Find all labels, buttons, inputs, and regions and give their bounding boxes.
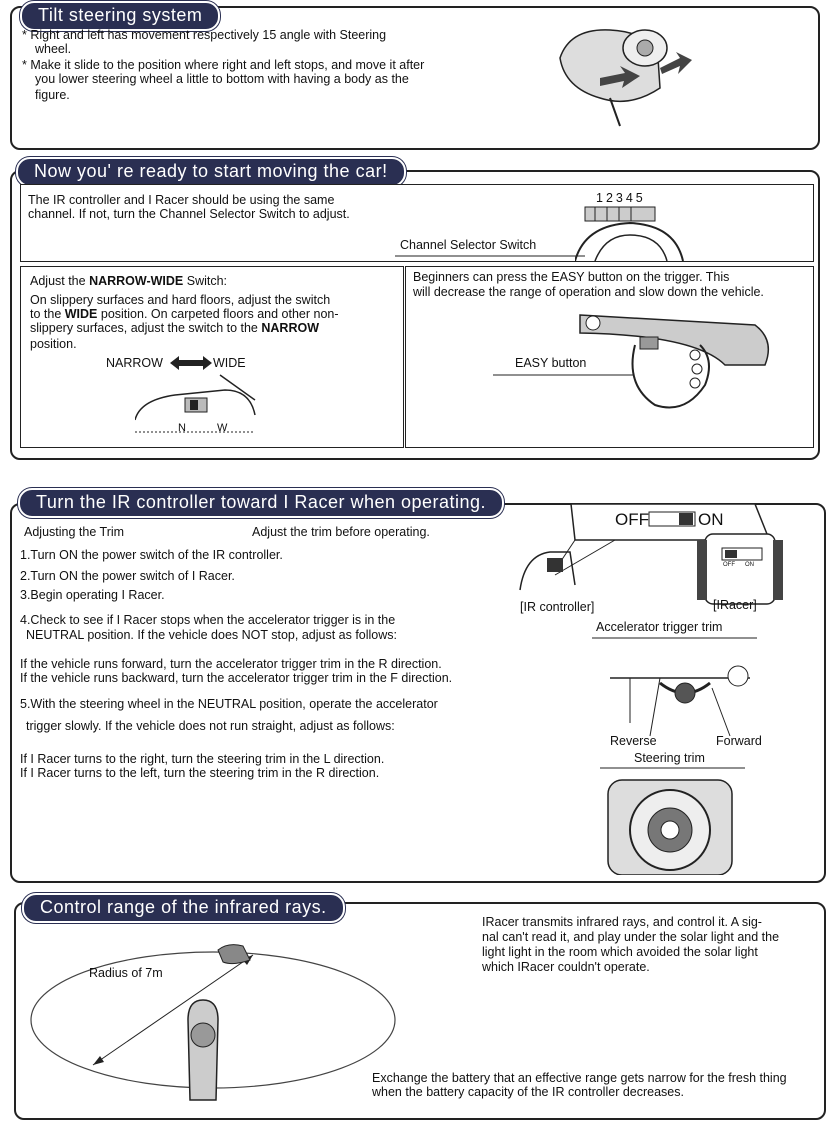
trim-backward: If the vehicle runs backward, turn the accelerator trigger trim in the F direction. — [20, 671, 453, 685]
channel-switch-illustration — [575, 205, 685, 261]
power-switch-callout — [515, 500, 815, 612]
easy-button-label: EASY button — [515, 356, 587, 370]
mini-off-label: OFF — [723, 562, 735, 568]
channel-selector-label: Channel Selector Switch — [400, 238, 537, 252]
narrow-wide-switch-illustration — [135, 370, 260, 442]
trim-note: Adjust the trim before operating. — [252, 525, 430, 539]
narrow-label: NARROW — [106, 356, 163, 370]
wide-label: WIDE — [213, 356, 246, 370]
trim-title: Adjusting the Trim — [24, 525, 125, 539]
narrow-wide-text-2: to the WIDE position. On carpeted floors and other non- — [30, 307, 339, 321]
trim-forward: If the vehicle runs forward, turn the accelerator trigger trim in the R direction. — [20, 657, 442, 671]
channel-numbers: 12345 — [596, 191, 646, 205]
steering-trim-illustration — [600, 770, 740, 875]
narrow-wide-text-1: On slippery surfaces and hard floors, adjust the switch — [30, 293, 331, 307]
accelerator-trim-label: Accelerator trigger trim — [596, 620, 723, 634]
channel-label-line — [395, 254, 595, 258]
trim-step-3: 3.Begin operating I Racer. — [20, 588, 165, 602]
tilt-bullet-2: * Make it slide to the position where right and left stops, and move it after — [22, 58, 425, 72]
battery-text-1: Exchange the battery that an effective range gets narrow for the fresh thing — [372, 1071, 787, 1085]
easy-text-2: will decrease the range of operation and slow down the vehicle. — [413, 285, 764, 299]
channel-text-1: The IR controller and I Racer should be using the same — [28, 193, 335, 207]
radius-label: Radius of 7m — [89, 966, 163, 980]
easy-label-line — [493, 373, 643, 377]
narrow-wide-title: Adjust the NARROW-WIDE Switch: — [30, 274, 228, 288]
range-text-2: nal can't read it, and play under the solar light and the — [482, 930, 780, 944]
tilt-bullet-2b: you lower steering wheel a little to bottom with having a body as the — [35, 72, 409, 86]
section-title-trim: Turn the IR controller toward I Racer when operating. — [18, 488, 504, 518]
trim-step-5a: 5.With the steering wheel in the NEUTRAL position, operate the accelerator — [20, 697, 438, 711]
reverse-label: Reverse — [610, 734, 657, 748]
section-title-ready: Now you' re ready to start moving the car! — [16, 157, 406, 187]
tilt-steering-illustration — [540, 18, 700, 128]
tilt-bullet-2c: figure. — [35, 88, 70, 102]
range-text-4: which IRacer couldn't operate. — [482, 960, 650, 974]
accelerator-trim-illustration — [600, 638, 760, 738]
section-title-tilt: Tilt steering system — [20, 1, 220, 31]
steering-trim-label: Steering trim — [634, 751, 705, 765]
trim-step-5b: trigger slowly. If the vehicle does not run straight, adjust as follows: — [26, 719, 395, 733]
tilt-bullet-1b: wheel. — [35, 42, 72, 56]
channel-text-2: channel. If not, turn the Channel Selector Switch to adjust. — [28, 207, 350, 221]
on-label: ON — [698, 510, 724, 529]
range-text-3: light light in the room which avoided the solar light — [482, 945, 758, 959]
battery-text-2: when the battery capacity of the IR controller decreases. — [372, 1085, 684, 1099]
trim-step-1: 1.Turn ON the power switch of the IR controller. — [20, 548, 283, 562]
iracer-label: [IRacer] — [713, 598, 757, 612]
trim-right: If I Racer turns to the right, turn the steering trim in the L direction. — [20, 752, 385, 766]
forward-label: Forward — [716, 734, 762, 748]
narrow-wide-text-3: slippery surfaces, adjust the switch to the NARROW — [30, 321, 320, 335]
narrow-wide-text-4: position. — [30, 337, 77, 351]
w-letter: W — [217, 422, 228, 434]
trigger-illustration — [575, 305, 775, 435]
double-arrow-icon — [170, 356, 212, 370]
trim-step-2: 2.Turn ON the power switch of I Racer. — [20, 569, 235, 583]
trim-step-4b: NEUTRAL position. If the vehicle does NOT stop, adjust as follows: — [26, 628, 398, 642]
range-text-1: IRacer transmits infrared rays, and control it. A sig- — [482, 915, 762, 929]
trim-left: If I Racer turns to the left, turn the steering trim in the R direction. — [20, 766, 380, 780]
n-letter: N — [178, 422, 186, 434]
range-illustration — [28, 930, 398, 1110]
ir-controller-label: [IR controller] — [520, 600, 595, 614]
easy-text-1: Beginners can press the EASY button on the trigger. This — [413, 270, 730, 284]
mini-on-label: ON — [745, 562, 754, 568]
section-title-control-range: Control range of the infrared rays. — [22, 893, 345, 923]
off-label: OFF — [615, 510, 649, 529]
tilt-bullet-1: * Right and left has movement respectively 15 angle with Steering — [22, 28, 387, 42]
trim-step-4a: 4.Check to see if I Racer stops when the accelerator trigger is in the — [20, 613, 396, 627]
